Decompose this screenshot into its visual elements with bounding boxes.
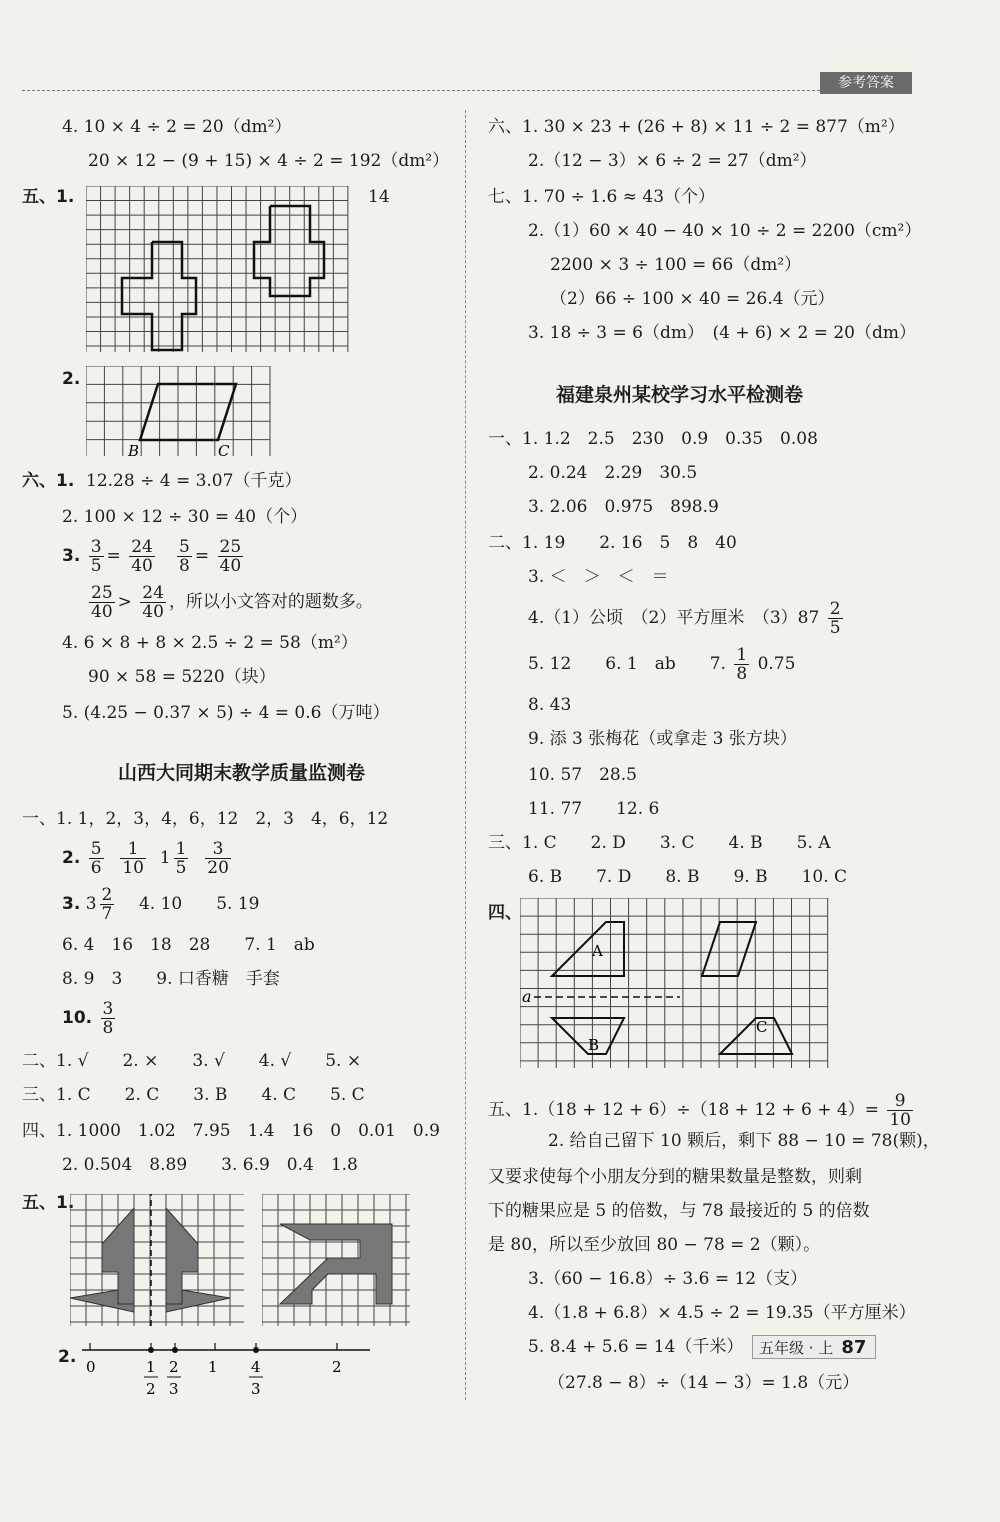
t2-1-2-label: 2.	[62, 848, 81, 868]
mixed-whole-1: 1	[159, 848, 171, 868]
t2-1-6: 6. 4 16 18 28 7. 1 ab	[62, 935, 315, 955]
q5-2b: 又要求使每个小朋友分到的糖果数量是整数，则剩	[488, 1167, 862, 1187]
column-divider	[465, 110, 466, 1400]
q2-4	[528, 600, 846, 637]
q2-9: 9. 添 3 张梅花（或拿走 3 张方块）	[528, 729, 797, 749]
t2-5-label: 五、1.	[22, 1193, 75, 1213]
fraction-3-5: $\frac{3}{5}$	[90, 537, 102, 576]
parallelogram	[140, 384, 236, 440]
label-B: B	[588, 1036, 600, 1054]
q5-5a: 5. 8.4 + 5.6 = 14（千米）	[528, 1337, 744, 1357]
frac-den-2-3: 3	[169, 1380, 179, 1398]
t2-1-2	[62, 840, 234, 877]
s6-q3: 3. $\frac{3}{5}$ = $\frac{24}{40}$ $\frac{5}{8}$ = $\frac{25}{40}$	[62, 537, 242, 576]
mixed-whole-3: 3	[85, 894, 97, 914]
answer-14: 14	[368, 187, 390, 207]
test2-title: 山西大同期末教学质量监测卷	[118, 762, 366, 784]
q5-4: 4.（1.8 + 6.8）× 4.5 ÷ 2 = 19.35（平方厘米）	[528, 1303, 916, 1323]
q2-3: 3. ＜ ＞ ＜ ＝	[528, 567, 669, 587]
t2-5-2-label: 2.	[58, 1347, 77, 1367]
rotated-shape	[254, 206, 324, 296]
q3-1: 三、1. C 2. D 3. C 4. B 5. A	[488, 833, 831, 853]
fraction-5-8: $\frac{5}{8}$	[179, 537, 190, 576]
fraction-5-6: $\frac{5}{6}$	[90, 839, 102, 878]
q2-label: 2.	[62, 369, 81, 389]
label-b: B	[128, 442, 140, 458]
tick-label-1: 1	[208, 1358, 218, 1376]
frac-num-1-2: 1	[146, 1358, 156, 1376]
parallelogram-grid	[86, 366, 272, 458]
q3-2: 6. B 7. D 8. B 9. B 10. C	[528, 867, 848, 887]
r7-3: 3. 18 ÷ 3 = 6（dm） (4 + 6) × 2 = 20（dm）	[528, 323, 916, 343]
section-6-label: 六、1.	[22, 471, 75, 491]
point-2-3	[172, 1347, 178, 1353]
q2-4-text: 4.（1）公顷 （2）平方厘米 （3）87	[528, 608, 820, 628]
s6-q1: 12.28 ÷ 4 = 3.07（千克）	[86, 471, 302, 491]
t2-3: 三、1. C 2. C 3. B 4. C 5. C	[22, 1085, 365, 1105]
fraction-25-40b: $\frac{25}{40}$	[91, 583, 113, 622]
fraction-9-10: $\frac{9}{10}$	[889, 1091, 911, 1130]
fraction-1-8: $\frac{1}{8}$	[736, 645, 748, 684]
translated-parallelogram	[702, 922, 756, 976]
q2-11: 11. 77 12. 6	[528, 799, 660, 819]
number-line	[78, 1338, 378, 1408]
r7-1: 七、1. 70 ÷ 1.6 ≈ 43（个）	[488, 187, 716, 207]
header-rule	[22, 90, 830, 91]
frac-den-4-3: 3	[251, 1380, 261, 1398]
t2-1-10	[62, 1000, 118, 1037]
q5-1	[488, 1092, 916, 1129]
test3-title: 福建泉州某校学习水平检测卷	[556, 384, 804, 406]
r7-2b: 2200 × 3 ÷ 100 = 66（dm²）	[550, 255, 802, 275]
fraction-24-40: $\frac{24}{40}$	[131, 537, 153, 576]
s6-q4a: 4. 6 × 8 + 8 × 2.5 ÷ 2 = 58（m²）	[62, 633, 358, 653]
section-5-label: 五、1.	[22, 187, 75, 207]
q5-5b: （27.8 − 8）÷（14 − 3）= 1.8（元）	[548, 1373, 860, 1393]
q1-2: 2. 0.24 2.29 30.5	[528, 463, 698, 483]
q5-2a: 2. 给自己留下 10 颗后，剩下 88 − 10 = 78(颗)，	[548, 1131, 940, 1151]
fraction-3-20: $\frac{3}{20}$	[207, 839, 229, 878]
answer-key-badge: 参考答案	[820, 72, 912, 94]
t2-1-3	[62, 886, 260, 923]
symmetry-grid-left	[70, 1194, 246, 1328]
q5-3: 3.（60 − 16.8）÷ 3.6 = 12（支）	[528, 1269, 808, 1289]
t2-1-10-label: 10.	[62, 1008, 93, 1028]
frac-num-4-3: 4	[251, 1358, 261, 1376]
frac-num-2-3: 2	[169, 1358, 179, 1376]
page-number: 87	[841, 1337, 867, 1358]
symmetry-grid-1	[86, 186, 350, 354]
s6-q5: 5. (4.25 − 0.37 × 5) ÷ 4 = 0.6（万吨）	[62, 703, 390, 723]
left-line-4: 4. 10 × 4 ÷ 2 = 20（dm²）	[62, 117, 292, 137]
q2-5	[528, 646, 795, 683]
q2-1: 二、1. 19 2. 16 5 8 40	[488, 533, 737, 553]
point-4-3	[253, 1347, 259, 1353]
q5-2c: 下的糖果应是 5 的倍数，与 78 最接近的 5 的倍数	[488, 1201, 870, 1221]
conclusion-text: ，所以小文答对的题数多。	[168, 592, 373, 612]
page-footer	[752, 1335, 876, 1359]
s6-q2: 2. 100 × 12 ÷ 30 = 40（个）	[62, 507, 308, 527]
s6-q4b: 90 × 58 = 5220（块）	[88, 667, 276, 687]
left-line-4b: 20 × 12 − (9 + 15) × 4 ÷ 2 = 192（dm²）	[88, 151, 450, 171]
r7-2a: 2.（1）60 × 40 − 40 × 10 ÷ 2 = 2200（cm²）	[528, 221, 922, 241]
q1-3: 3. 2.06 0.975 898.9	[528, 497, 719, 517]
t2-1-8: 8. 9 3 9. 口香糖 手套	[62, 969, 280, 989]
q1-1: 一、1. 1.2 2.5 230 0.9 0.35 0.08	[488, 429, 818, 449]
r6-2: 2.（12 − 3）× 6 ÷ 2 = 27（dm²）	[528, 151, 817, 171]
translation-grid	[520, 898, 832, 1072]
q2-7-tail: 0.75	[757, 654, 796, 674]
r6-1: 六、1. 30 × 23 + (26 + 8) × 11 ÷ 2 = 877（m²）	[488, 117, 905, 137]
label-A: A	[592, 942, 603, 960]
t2-2: 二、1. √ 2. × 3. √ 4. √ 5. ×	[22, 1051, 362, 1071]
fraction-1-10: $\frac{1}{10}$	[122, 839, 144, 878]
label-C: C	[756, 1018, 768, 1036]
t2-4-2: 2. 0.504 8.89 3. 6.9 0.4 1.8	[62, 1155, 358, 1175]
label-a: a	[522, 987, 532, 1006]
t2-1-3-label: 3.	[62, 894, 81, 914]
shaded-rotated-shape	[280, 1224, 392, 1304]
q2-8: 8. 43	[528, 695, 572, 715]
t2-4-1: 四、1. 1000 1.02 7.95 1.4 16 0 0.01 0.9	[22, 1121, 440, 1141]
q5-2d: 是 80，所以至少放回 80 − 78 = 2（颗）。	[488, 1235, 821, 1255]
tick-label-2: 2	[332, 1358, 342, 1376]
s6-q3-compare: $\frac{25}{40}$ > $\frac{24}{40}$ ，所以小文答对的题数多。	[91, 583, 373, 622]
frac-den-1-2: 2	[146, 1380, 156, 1398]
fraction-3-8: $\frac{3}{8}$	[102, 999, 114, 1038]
tick-label-0: 0	[86, 1358, 96, 1376]
fraction-25-40: $\frac{25}{40}$	[219, 537, 242, 576]
fraction-2-7: $\frac{2}{7}$	[101, 885, 113, 924]
q2-5-text: 5. 12 6. 1 ab 7.	[528, 654, 726, 674]
r7-2c: （2）66 ÷ 100 × 40 = 26.4（元）	[550, 289, 835, 309]
triangle-a	[552, 922, 624, 976]
grade-label: 五年级 · 上	[759, 1339, 834, 1357]
fraction-2-5: $\frac{2}{5}$	[829, 599, 841, 638]
q4-label: 四、	[488, 903, 522, 923]
q5-1-text: 五、1.（18 + 12 + 6）÷（18 + 12 + 6 + 4）=	[488, 1100, 879, 1120]
fraction-24-40b: $\frac{24}{40}$	[142, 583, 164, 622]
t2-1-4-5: 4. 10 5. 19	[138, 894, 260, 914]
t2-1-1: 一、1. 1，2，3，4，6，12 2，3 4，6，12	[22, 809, 389, 829]
fraction-1-5: $\frac{1}{5}$	[175, 839, 187, 878]
q2-10: 10. 57 28.5	[528, 765, 637, 785]
s6-q3-label: 3.	[62, 546, 81, 566]
rotation-grid	[262, 1194, 412, 1328]
point-1-2	[148, 1347, 154, 1353]
label-c: C	[218, 442, 230, 458]
